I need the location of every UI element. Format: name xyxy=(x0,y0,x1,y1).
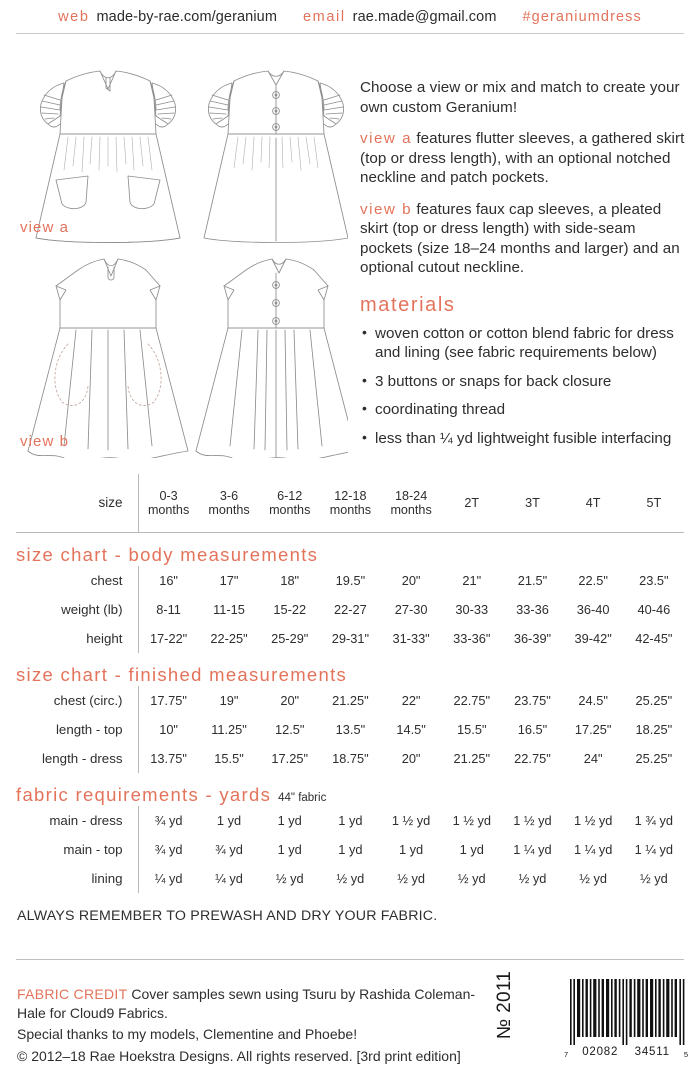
row-label: lining xyxy=(91,871,123,886)
cell: 1 ¾ yd xyxy=(634,813,674,828)
view-b-caption: view b xyxy=(20,433,70,450)
thanks-line: Special thanks to my models, Clementine and Phoebe! xyxy=(17,1026,358,1042)
cell: 19.5" xyxy=(335,573,366,588)
cell: 30-33 xyxy=(455,602,489,617)
table-header-row xyxy=(16,474,684,533)
list-item: • less than ¼ yd lightweight fusible interfacing xyxy=(360,429,688,449)
size-column-header: 6-12 months xyxy=(269,488,311,517)
cell: 22.75" xyxy=(453,693,491,708)
row-label: chest xyxy=(90,573,123,588)
cell: 24.5" xyxy=(578,693,608,708)
cell: 22" xyxy=(401,693,421,708)
cell: ½ yd xyxy=(457,871,486,886)
cell: 22-27 xyxy=(334,602,367,617)
cell: 27-30 xyxy=(394,602,428,617)
materials-list xyxy=(360,324,688,449)
table-row xyxy=(16,864,684,893)
row-label: height xyxy=(86,631,123,646)
cell: ½ yd xyxy=(275,871,304,886)
section-heading-row xyxy=(16,533,684,567)
cell: 22-25" xyxy=(210,631,248,646)
cell: ½ yd xyxy=(397,871,425,886)
size-chart-table xyxy=(16,474,684,893)
view-b-description xyxy=(360,200,688,278)
cell: 23.75" xyxy=(514,693,551,708)
view-a-back-illustration xyxy=(204,71,348,243)
cell: 20" xyxy=(280,693,300,708)
view-b-back-illustration xyxy=(196,259,348,458)
cell: 42-45" xyxy=(635,631,673,646)
measurements-tables xyxy=(0,474,700,893)
contact-header xyxy=(0,0,700,34)
cell: 20" xyxy=(401,751,421,766)
cell: 1 ¼ yd xyxy=(513,842,552,857)
fabric-credit-line xyxy=(17,985,497,1022)
cell: 10" xyxy=(138,715,199,744)
barcode-digit-groups xyxy=(574,1046,678,1058)
cell: ½ yd xyxy=(518,871,547,886)
issue-number: № 2011 xyxy=(494,970,515,1040)
footer-credits xyxy=(17,985,497,1068)
barcode-digit-left: 7 xyxy=(564,1050,569,1059)
view-b-front-illustration xyxy=(28,259,188,458)
cell: 1 ¼ yd xyxy=(573,842,613,857)
list-item: • 3 buttons or snaps for back closure xyxy=(360,372,688,392)
cell: ¼ yd xyxy=(138,864,199,893)
cell: 15-22 xyxy=(273,602,307,617)
section-title: fabric requirements - yards xyxy=(16,784,272,805)
cell: 24" xyxy=(583,751,603,766)
size-column-header: 3-6 months xyxy=(208,488,250,517)
size-column-header: 12-18 months xyxy=(329,488,372,517)
barcode-group-1: 02082 xyxy=(582,1046,619,1058)
cell: 17-22" xyxy=(138,624,199,653)
table-row xyxy=(16,806,684,835)
cell: 40-46 xyxy=(637,602,671,617)
cell: 21" xyxy=(462,573,482,588)
cell: 1 yd xyxy=(277,842,302,857)
size-column-header: 5T xyxy=(646,495,662,510)
materials-heading: materials xyxy=(360,293,456,316)
footer-divider xyxy=(16,959,684,960)
cell: ¾ yd xyxy=(138,806,199,835)
section-subtitle: 44" fabric xyxy=(278,792,327,804)
hashtag-value[interactable]: #geraniumdress xyxy=(522,9,642,25)
cell: 17.25" xyxy=(271,751,308,766)
cell: 17" xyxy=(219,573,239,588)
view-b-description-text: features faux cap sleeves, a pleated skirt (top or dress length) with side-seam pockets (size 18–24 months and larger) and an optional cutout neckline. xyxy=(360,200,680,276)
cell: 1 ½ yd xyxy=(391,813,431,828)
cell: 18" xyxy=(280,573,300,588)
cell: 21.25" xyxy=(453,751,491,766)
cell: 21.5" xyxy=(517,573,548,588)
cell: 1 yd xyxy=(277,813,302,828)
hashtag-group xyxy=(523,9,642,25)
row-label: length - dress xyxy=(41,751,123,766)
size-column-header: 4T xyxy=(585,495,601,510)
cell: 18.25" xyxy=(635,722,673,737)
copyright-line: © 2012–18 Rae Hoekstra Designs. All rights reserved. [3rd print edition] xyxy=(17,1047,461,1064)
table-row xyxy=(16,595,684,624)
email-label: email xyxy=(303,9,346,25)
cell: 12.5" xyxy=(274,722,305,737)
cell: ¾ yd xyxy=(138,835,199,864)
cell: 36-40 xyxy=(576,602,610,617)
cell: 15.5" xyxy=(457,722,487,737)
view-a-caption: view a xyxy=(20,219,70,236)
cell: 1 yd xyxy=(398,842,424,857)
table-row xyxy=(16,686,684,715)
size-column-header: 0-3 months xyxy=(138,474,199,533)
cell: 13.75" xyxy=(138,744,199,773)
prewash-note: ALWAYS REMEMBER TO PREWASH AND DRY YOUR FABRIC. xyxy=(17,908,438,924)
cell: 16.5" xyxy=(517,722,548,737)
row-label: weight (lb) xyxy=(61,602,123,617)
cell: 15.5" xyxy=(214,751,244,766)
cell: 21.25" xyxy=(332,693,369,708)
barcode-group-2: 34511 xyxy=(634,1046,670,1058)
cell: 17.75" xyxy=(138,686,199,715)
view-a-inline-tag: view a xyxy=(360,130,413,147)
section-title: size chart - finished measurements xyxy=(16,664,348,685)
cell: ¼ yd xyxy=(215,871,243,886)
list-item: • coordinating thread xyxy=(360,400,688,420)
barcode-graphic xyxy=(568,979,686,1045)
cell: ¾ yd xyxy=(215,842,243,857)
cell: 20" xyxy=(401,573,421,588)
table-row xyxy=(16,744,684,773)
section-heading-row xyxy=(16,773,684,806)
cell: 22.5" xyxy=(578,573,608,588)
barcode-digit-right: 5 xyxy=(683,1050,688,1059)
section-heading-cell xyxy=(16,533,684,567)
cell: 33-36 xyxy=(516,602,549,617)
cell: 1 ¼ yd xyxy=(634,842,674,857)
table-row xyxy=(16,624,684,653)
cell: 11.25" xyxy=(211,722,247,737)
view-a-description xyxy=(360,129,688,188)
table-row xyxy=(16,715,684,744)
cell: 39-42" xyxy=(574,631,612,646)
size-column-header: 2T xyxy=(464,495,480,510)
size-column-header: 3T xyxy=(525,495,540,510)
cell: 36-39" xyxy=(513,631,552,646)
cell: 25-29" xyxy=(271,631,309,646)
cell: 14.5" xyxy=(396,722,426,737)
cell: 1 yd xyxy=(338,842,363,857)
cell: 1 ½ yd xyxy=(513,813,552,828)
size-header-label: size xyxy=(98,494,123,510)
cell: 11-15 xyxy=(213,602,245,617)
cell: 17.25" xyxy=(574,722,612,737)
cell: 25.25" xyxy=(635,751,673,766)
view-b-inline-tag: view b xyxy=(360,200,413,218)
garment-illustrations xyxy=(8,58,348,458)
section-heading-cell xyxy=(16,653,684,686)
cell: 25.25" xyxy=(635,693,673,708)
cell: 8-11 xyxy=(138,595,199,624)
email-group xyxy=(303,9,497,25)
list-item: • woven cotton or cotton blend fabric for dress and lining (see fabric requirements below) xyxy=(360,324,688,363)
web-value[interactable]: made-by-rae.com/geranium xyxy=(96,9,277,25)
email-value[interactable]: rae.made@gmail.com xyxy=(352,9,497,25)
cell: 1 yd xyxy=(459,842,484,857)
cell: 1 yd xyxy=(216,813,242,828)
fabric-credit-tag: FABRIC CREDIT xyxy=(17,986,128,1002)
cell: 29-31" xyxy=(331,631,370,646)
cell: 19" xyxy=(219,693,239,708)
cell: ½ yd xyxy=(579,871,608,886)
section-heading-row xyxy=(16,653,684,686)
section-heading-cell xyxy=(16,773,684,806)
cell: 13.5" xyxy=(335,722,366,737)
cell: 33-36" xyxy=(453,631,491,646)
cell: 23.5" xyxy=(639,573,669,588)
table-row xyxy=(16,566,684,595)
row-label: length - top xyxy=(55,722,123,737)
view-a-description-text: features flutter sleeves, a gathered skirt (top or dress length), with an optional notched neckline and patch pockets. xyxy=(360,130,685,186)
cell: ½ yd xyxy=(639,871,668,886)
cell: 22.75" xyxy=(514,751,551,766)
size-column-header: 18-24 months xyxy=(390,488,432,517)
cell: 1 ½ yd xyxy=(573,813,613,828)
row-label: main - dress xyxy=(49,813,123,828)
section-title: size chart - body measurements xyxy=(16,544,319,565)
header-divider xyxy=(16,33,684,34)
fabric-credit-text: Cover samples sewn using Tsuru by Rashida Coleman-Hale for Cloud9 Fabrics. xyxy=(17,986,476,1021)
cell: 1 ½ yd xyxy=(452,813,491,828)
view-a-front-illustration xyxy=(36,71,180,243)
web-group xyxy=(58,9,277,25)
intro-paragraph: Choose a view or mix and match to create your own custom Geranium! xyxy=(360,79,680,116)
cell: 16" xyxy=(138,566,199,595)
row-label: main - top xyxy=(63,842,123,857)
description-column xyxy=(360,78,688,457)
cell: 31-33" xyxy=(392,631,430,646)
barcode-digits xyxy=(564,1046,688,1060)
web-label: web xyxy=(58,9,90,25)
cell: 18.75" xyxy=(332,751,369,766)
cell: ½ yd xyxy=(336,871,365,886)
barcode-block xyxy=(494,970,688,1073)
table-row xyxy=(16,835,684,864)
row-label: chest (circ.) xyxy=(53,693,123,708)
cell: 1 yd xyxy=(338,813,363,828)
